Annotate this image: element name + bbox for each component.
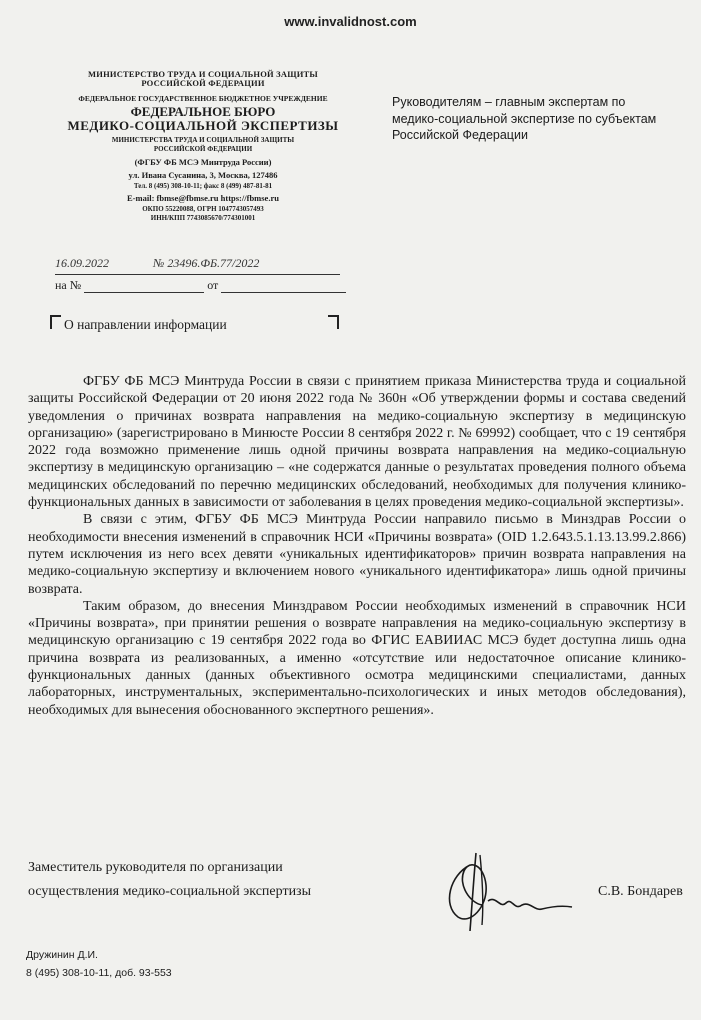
registration-line	[55, 256, 340, 275]
registration-number-sign: №	[153, 256, 165, 270]
letterhead-subordination-2: РОССИЙСКОЙ ФЕДЕРАЦИИ	[153, 145, 253, 154]
letterhead-address: ул. Ивана Сусанина, 3, Москва, 127486	[128, 170, 278, 181]
subject-bracket-right	[328, 315, 339, 329]
letterhead-ministry: МИНИСТЕРСТВО ТРУДА И СОЦИАЛЬНОЙ ЗАЩИТЫ РОССИЙСКОЙ ФЕДЕРАЦИИ	[88, 69, 318, 89]
reference-number-blank	[84, 280, 204, 293]
letterhead-bureau-name-2: МЕДИКО-СОЦИАЛЬНОЙ ЭКСПЕРТИЗЫ	[67, 118, 339, 134]
reference-line	[55, 278, 355, 293]
signer-position-line-1: Заместитель руководителя по организации	[28, 860, 283, 875]
body-paragraph: Таким образом, до внесения Минздравом России необходимых изменений в справочник НСИ «Причины возврата», при принятии решения о возврате направления на медико-социальную экспертизу в медицинскую организацию с 19 сентября 2022 года во ФГИС ЕАВИИАС МСЭ будет доступна лишь одна причина возврата из реализованных, а именно «отсутствие или недостаточное описание клинико-функциональных данных (данных объективного осмотра медицинскими специалистами, данных лабораторных, инструментальных, экспериментально-психологических и иных методов обследования), необходимых для вынесения обоснованного экспертного решения».	[28, 598, 686, 718]
letterhead-email: E-mail: fbmse@fbmse.ru https://fbmse.ru	[127, 193, 279, 204]
reference-prefix: на №	[55, 278, 82, 292]
letterhead-inn: ИНН/КПП 7743085670/774301001	[150, 214, 256, 223]
letterhead-subordination: МИНИСТЕРСТВА ТРУДА И СОЦИАЛЬНОЙ ЗАЩИТЫ	[111, 135, 295, 144]
registration-number: 23496.ФБ.77/2022	[167, 256, 260, 270]
site-watermark: www.invalidnost.com	[284, 14, 417, 29]
letter-body	[28, 373, 686, 719]
executor-name: Дружинин Д.И.	[26, 949, 98, 961]
signer-position-line-2: осуществления медико-социальной экспертизы	[28, 884, 311, 899]
letter-subject: О направлении информации	[64, 317, 227, 332]
letterhead-short-name: (ФГБУ ФБ МСЭ Минтруда России)	[134, 156, 272, 167]
body-paragraph: В связи с этим, ФГБУ ФБ МСЭ Минтруда России направило письмо в Минздрав России о необходимости внесения изменений в справочник НСИ «Причины возврата» (OID 1.2.643.5.1.13.13.99.2.866) путем исключения из него всех девяти «уникальных идентификаторов» причин возврата направления на медико-социальную экспертизу и включением нового «уникального идентификатора» лишь одной причины возврата.	[28, 512, 686, 597]
recipient-block: Руководителям – главным экспертам по медико-социальной экспертизе по субъектам Российской Федерации	[392, 95, 657, 142]
letterhead-phone: Тел. 8 (495) 308-10-11; факс 8 (499) 487-81-81	[133, 181, 273, 190]
letterhead-institution: ФЕДЕРАЛЬНОЕ ГОСУДАРСТВЕННОЕ БЮДЖЕТНОЕ УЧРЕЖДЕНИЕ	[78, 93, 328, 103]
registration-date: 16.09.2022	[55, 256, 109, 270]
letterhead	[58, 70, 348, 223]
subject-bracket-left	[50, 315, 61, 329]
body-paragraph: ФГБУ ФБ МСЭ Минтруда России в связи с принятием приказа Министерства труда и социальной защиты Российской Федерации от 20 июня 2022 года № 360н «Об утверждении формы и состава сведений уведомления о причинах возврата направления на медико-социальную экспертизу в медицинскую организацию» (зарегистрировано в Минюсте России 8 сентября 2022 г. № 69992) сообщает, что с 19 сентября 2022 года возможно применение лишь одной причины возврата направления на медико-социальную экспертизу в медицинскую организацию – «не содержатся данные о результатах проведения полного объема медицинских обследований по перечню медицинских обследований, необходимых для получения клинико-функциональных данных в зависимости от заболевания в целях проведения медико-социальной экспертизы».	[28, 374, 686, 511]
signer-position	[28, 856, 388, 904]
executor-phone: 8 (495) 308-10-11, доб. 93-553	[26, 967, 172, 979]
signer-name: С.В. Бондарев	[598, 884, 683, 899]
letterhead-bureau-name: ФЕДЕРАЛЬНОЕ БЮРО	[130, 103, 276, 119]
reference-date-blank	[221, 280, 346, 293]
reference-from-label: от	[207, 278, 219, 292]
handwritten-signature	[430, 845, 590, 935]
executor-block	[26, 946, 172, 982]
letterhead-okpo: ОКПО 55220088, ОГРН 1047743057493	[142, 204, 264, 213]
